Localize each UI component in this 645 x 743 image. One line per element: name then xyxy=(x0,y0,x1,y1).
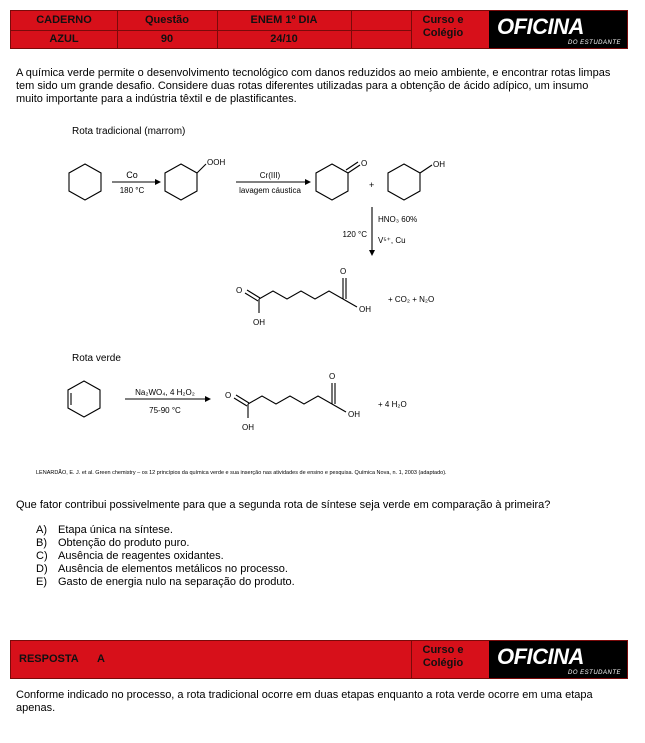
questao-value: 90 xyxy=(160,33,174,45)
option-a[interactable]: A) Etapa única na síntese. xyxy=(36,524,173,536)
green-temp: 75-90 °C xyxy=(149,406,181,415)
ketone-o-label: O xyxy=(361,159,368,168)
curso-label: Curso e Colégio xyxy=(422,644,464,669)
answer-value: A xyxy=(97,653,105,665)
questao-label: Questão xyxy=(144,14,189,26)
oficina-logo: OFICINA DO ESTUDANTE xyxy=(489,641,627,678)
route2-title: Rota verde xyxy=(72,353,121,364)
option-d[interactable]: D) Ausência de elementos metálicos no processo. xyxy=(36,563,288,575)
cyclohexanone-ring xyxy=(316,164,348,200)
step2-reagent: Cr(III) xyxy=(259,171,281,180)
acid1-oh-left: OH xyxy=(253,318,265,327)
step3-reagent: HNO₃ 60% xyxy=(378,215,418,224)
caderno-value: AZUL xyxy=(49,33,79,45)
hydroperoxide-ring xyxy=(165,164,197,200)
answer-divider xyxy=(411,641,412,678)
route1-title: Rota tradicional (marrom) xyxy=(72,126,186,137)
reaction-scheme xyxy=(0,115,645,465)
green-reagent: Na₂WO₄, 4 H₂O₂ xyxy=(135,388,195,397)
acid1-oh-right: OH xyxy=(359,305,371,314)
acid1-o-left: O xyxy=(236,286,243,295)
question-prompt: Que fator contribui possivelmente para que a segunda rota de síntese seja verde em comparação à primeira? xyxy=(16,499,551,511)
step3-cat: V⁵⁺, Cu xyxy=(378,236,406,245)
caderno-label: CADERNO xyxy=(36,14,92,26)
header-divider xyxy=(351,11,352,48)
step3-temp: 120 °C xyxy=(342,230,367,239)
exam-date: 24/10 xyxy=(270,33,298,45)
ooh-label: OOH xyxy=(207,158,226,167)
exam-label: ENEM 1º DIA xyxy=(250,14,318,26)
option-b[interactable]: B) Obtenção do produto puro. xyxy=(36,537,190,549)
step2-wash: lavagem cáustica xyxy=(239,186,301,195)
option-e[interactable]: E) Gasto de energia nulo na separação do produto. xyxy=(36,576,295,588)
oficina-logo: OFICINA DO ESTUDANTE xyxy=(489,11,627,48)
acid2-oh-left: OH xyxy=(242,423,254,432)
question-intro: A química verde permite o desenvolvimento tecnológico com danos reduzidos ao meio ambiente, e encontrar rotas limpas tem sido um grande desafio. Considere duas rotas diferentes utilizadas para a obtenção de ácido adípico, um insumo muito importante para a indústria têxtil e de plastificantes. xyxy=(16,67,611,105)
cyclohexane-ring xyxy=(69,164,101,200)
curso-label: Curso e Colégio xyxy=(422,14,464,39)
plus-sign: + xyxy=(369,180,375,190)
answer-bar xyxy=(10,640,628,679)
acid2-o-left: O xyxy=(225,391,232,400)
header-bar xyxy=(10,10,628,49)
step1-temp: 180 °C xyxy=(119,186,145,195)
answer-options xyxy=(36,524,295,589)
products2: + 4 H₂O xyxy=(378,400,407,409)
acid1-o-right: O xyxy=(340,267,347,276)
cyclohexanol-ring xyxy=(388,164,420,200)
acid2-oh-right: OH xyxy=(348,410,360,419)
header-divider xyxy=(411,11,412,48)
acid2-o-right: O xyxy=(329,372,336,381)
products1: + CO₂ + N₂O xyxy=(388,295,435,304)
citation: LENARDÃO, E. J. et al. Green chemistry – os 12 princípios da química verde e sua inserção nas atividades de ensino e pesquisa. Química Nova, n. 1, 2003 (adaptado). xyxy=(36,470,447,476)
answer-explanation: Conforme indicado no processo, a rota tradicional ocorre em duas etapas enquanto a rota verde ocorre em uma etapa apenas. xyxy=(16,689,593,714)
step1-catalyst: Co xyxy=(126,170,138,180)
option-c[interactable]: C) Ausência de reagentes oxidantes. xyxy=(36,550,224,562)
cyclohexene-ring xyxy=(68,381,100,417)
alcohol-oh-label: OH xyxy=(433,160,445,169)
answer-label: RESPOSTA xyxy=(19,653,79,665)
